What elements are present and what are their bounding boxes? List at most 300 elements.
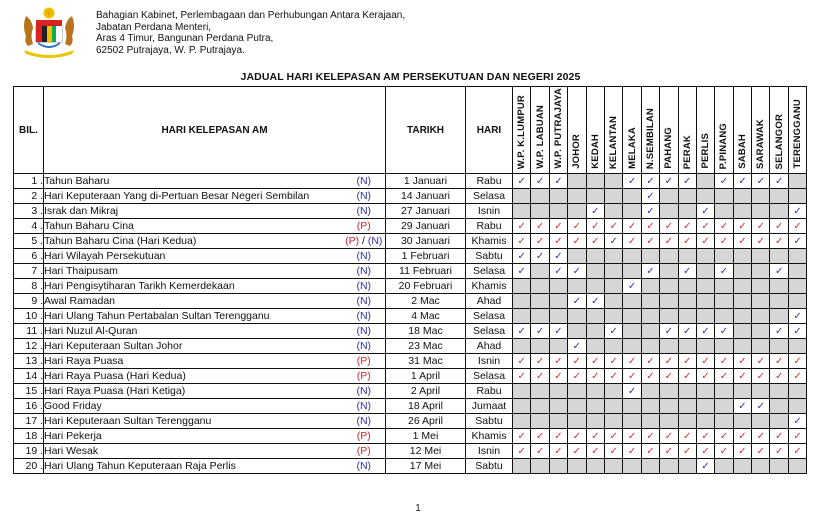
- state-empty-cell: [696, 174, 714, 189]
- check-icon: ✓: [554, 370, 563, 382]
- table-row: [14, 279, 807, 294]
- state-empty-cell: [770, 189, 788, 204]
- check-icon: ✓: [535, 250, 545, 262]
- state-empty-cell: [641, 279, 659, 294]
- header-bil: BIL.: [14, 87, 44, 174]
- state-empty-cell: [531, 414, 549, 429]
- holiday-name: Hari Raya Puasa (Hari Kedua): [44, 369, 343, 384]
- check-icon: ✓: [774, 370, 784, 382]
- state-check-cell: [788, 369, 806, 384]
- check-icon: ✓: [719, 265, 729, 277]
- state-empty-cell: [696, 384, 714, 399]
- state-check-cell: [770, 324, 788, 339]
- check-icon: ✓: [572, 445, 582, 457]
- state-empty-cell: [770, 414, 788, 429]
- type-national: (N): [356, 264, 372, 277]
- state-empty-cell: [696, 309, 714, 324]
- state-check-cell: [696, 234, 714, 249]
- state-empty-cell: [641, 399, 659, 414]
- state-check-cell: [678, 234, 696, 249]
- state-empty-cell: [715, 399, 733, 414]
- check-icon: ✓: [554, 175, 563, 187]
- holiday-type: [343, 174, 386, 189]
- state-empty-cell: [660, 279, 678, 294]
- header-state-label: W.P. K.LUMPUR: [516, 94, 528, 169]
- holiday-date: 14 Januari: [386, 189, 466, 204]
- state-check-cell: [733, 234, 751, 249]
- state-empty-cell: [586, 384, 604, 399]
- type-national: (N): [367, 234, 383, 247]
- state-check-cell: [696, 354, 714, 369]
- check-icon: ✓: [591, 295, 600, 307]
- holiday-day: Khamis: [466, 279, 513, 294]
- state-empty-cell: [733, 204, 751, 219]
- state-check-cell: [604, 444, 622, 459]
- state-empty-cell: [531, 384, 549, 399]
- type-national: (N): [356, 384, 372, 397]
- holiday-date: 30 Januari: [386, 234, 466, 249]
- state-empty-cell: [660, 309, 678, 324]
- state-empty-cell: [513, 204, 531, 219]
- state-empty-cell: [660, 204, 678, 219]
- state-check-cell: [752, 219, 770, 234]
- state-check-cell: [788, 354, 806, 369]
- check-icon: ✓: [535, 355, 545, 367]
- header-state: [660, 87, 678, 174]
- check-icon: ✓: [793, 445, 802, 457]
- holiday-type: [343, 249, 386, 264]
- holiday-day: Sabtu: [466, 249, 513, 264]
- type-federal: (P): [356, 444, 371, 457]
- holiday-date: 31 Mac: [386, 354, 466, 369]
- holiday-date: 4 Mac: [386, 309, 466, 324]
- header-state-label: N.SEMBILAN: [644, 107, 656, 169]
- header-state: [586, 87, 604, 174]
- state-check-cell: [660, 369, 678, 384]
- state-check-cell: [586, 294, 604, 309]
- state-check-cell: [770, 234, 788, 249]
- header-state: [568, 87, 586, 174]
- state-empty-cell: [549, 384, 567, 399]
- state-empty-cell: [604, 264, 622, 279]
- state-check-cell: [549, 174, 567, 189]
- state-check-cell: [660, 354, 678, 369]
- check-icon: ✓: [683, 220, 692, 232]
- state-check-cell: [513, 324, 531, 339]
- holiday-name: Tahun Baharu Cina (Hari Kedua): [44, 234, 343, 249]
- row-number: 10 .: [14, 309, 44, 324]
- state-empty-cell: [549, 279, 567, 294]
- state-empty-cell: [678, 204, 696, 219]
- state-empty-cell: [788, 399, 806, 414]
- state-check-cell: [696, 219, 714, 234]
- state-empty-cell: [641, 384, 659, 399]
- state-empty-cell: [604, 414, 622, 429]
- type-national: (N): [356, 189, 372, 202]
- state-empty-cell: [660, 294, 678, 309]
- state-check-cell: [733, 399, 751, 414]
- check-icon: ✓: [535, 430, 545, 442]
- table-row: [14, 399, 807, 414]
- state-empty-cell: [678, 279, 696, 294]
- state-check-cell: [696, 369, 714, 384]
- table-body: [14, 174, 807, 474]
- state-check-cell: [715, 219, 733, 234]
- check-icon: ✓: [609, 325, 618, 337]
- state-empty-cell: [531, 279, 549, 294]
- table-row: [14, 459, 807, 474]
- check-icon: ✓: [517, 175, 526, 187]
- state-empty-cell: [770, 384, 788, 399]
- check-icon: ✓: [535, 235, 545, 247]
- holiday-name: Awal Ramadan: [44, 294, 343, 309]
- state-check-cell: [678, 324, 696, 339]
- holiday-day: Selasa: [466, 324, 513, 339]
- state-check-cell: [531, 354, 549, 369]
- check-icon: ✓: [627, 220, 637, 232]
- row-number: 14 .: [14, 369, 44, 384]
- check-icon: ✓: [664, 220, 674, 232]
- holiday-date: 2 April: [386, 384, 466, 399]
- state-empty-cell: [660, 189, 678, 204]
- state-empty-cell: [678, 384, 696, 399]
- state-check-cell: [623, 219, 641, 234]
- table-row: [14, 294, 807, 309]
- type-national: (N): [356, 399, 372, 412]
- check-icon: ✓: [517, 355, 526, 367]
- state-empty-cell: [531, 309, 549, 324]
- state-empty-cell: [604, 249, 622, 264]
- check-icon: ✓: [627, 235, 637, 247]
- row-number: 9 .: [14, 294, 44, 309]
- state-check-cell: [568, 219, 586, 234]
- state-empty-cell: [715, 309, 733, 324]
- header-state-label: PAHANG: [663, 127, 675, 169]
- row-number: 15 .: [14, 384, 44, 399]
- holiday-day: Ahad: [466, 339, 513, 354]
- state-empty-cell: [752, 384, 770, 399]
- state-check-cell: [586, 204, 604, 219]
- state-empty-cell: [623, 204, 641, 219]
- page-number: 1: [415, 503, 421, 514]
- state-check-cell: [752, 369, 770, 384]
- check-icon: ✓: [701, 205, 710, 217]
- state-empty-cell: [604, 384, 622, 399]
- state-check-cell: [770, 429, 788, 444]
- state-check-cell: [770, 354, 788, 369]
- state-check-cell: [604, 369, 622, 384]
- check-icon: ✓: [756, 355, 765, 367]
- check-icon: ✓: [646, 175, 655, 187]
- holiday-day: Rabu: [466, 384, 513, 399]
- check-icon: ✓: [774, 175, 784, 187]
- holiday-table: [13, 86, 807, 474]
- type-national: (N): [356, 249, 372, 262]
- holiday-name: Tahun Baharu Cina: [44, 219, 343, 234]
- header-state: [604, 87, 622, 174]
- check-icon: ✓: [719, 445, 729, 457]
- state-empty-cell: [549, 204, 567, 219]
- state-check-cell: [770, 219, 788, 234]
- check-icon: ✓: [701, 325, 710, 337]
- state-empty-cell: [752, 204, 770, 219]
- holiday-day: Isnin: [466, 444, 513, 459]
- check-icon: ✓: [517, 430, 526, 442]
- holiday-date: 1 April: [386, 369, 466, 384]
- row-number: 7 .: [14, 264, 44, 279]
- state-check-cell: [549, 264, 567, 279]
- check-icon: ✓: [719, 235, 729, 247]
- check-icon: ✓: [627, 430, 637, 442]
- state-check-cell: [513, 249, 531, 264]
- row-number: 3 .: [14, 204, 44, 219]
- state-check-cell: [752, 399, 770, 414]
- table-row: [14, 204, 807, 219]
- holiday-date: 27 Januari: [386, 204, 466, 219]
- state-check-cell: [513, 429, 531, 444]
- type-separator: /: [359, 234, 368, 247]
- state-check-cell: [788, 309, 806, 324]
- state-check-cell: [715, 369, 733, 384]
- state-check-cell: [660, 234, 678, 249]
- check-icon: ✓: [609, 445, 618, 457]
- state-empty-cell: [696, 399, 714, 414]
- state-empty-cell: [770, 309, 788, 324]
- holiday-type: [343, 294, 386, 309]
- check-icon: ✓: [756, 175, 765, 187]
- check-icon: ✓: [572, 340, 582, 352]
- header-state: [641, 87, 659, 174]
- holiday-day: Rabu: [466, 174, 513, 189]
- state-check-cell: [715, 234, 733, 249]
- document-title: [0, 71, 821, 83]
- state-empty-cell: [696, 414, 714, 429]
- check-icon: ✓: [793, 430, 802, 442]
- state-empty-cell: [604, 294, 622, 309]
- state-check-cell: [660, 444, 678, 459]
- check-icon: ✓: [774, 220, 784, 232]
- type-federal: (P): [356, 429, 371, 442]
- check-icon: ✓: [627, 280, 637, 292]
- check-icon: ✓: [774, 265, 784, 277]
- header-state-label: SABAH: [736, 134, 748, 169]
- state-empty-cell: [568, 204, 586, 219]
- state-empty-cell: [788, 384, 806, 399]
- state-empty-cell: [788, 339, 806, 354]
- check-icon: ✓: [701, 235, 710, 247]
- check-icon: ✓: [572, 295, 582, 307]
- holiday-name: Hari Keputeraan Yang di-Pertuan Besar Negeri Sembilan: [44, 189, 343, 204]
- check-icon: ✓: [701, 445, 710, 457]
- check-icon: ✓: [591, 445, 600, 457]
- header-state-label: PERLIS: [700, 133, 712, 169]
- row-number: 20 .: [14, 459, 44, 474]
- address-line: Jabatan Perdana Menteri,: [96, 21, 212, 33]
- state-check-cell: [531, 444, 549, 459]
- state-empty-cell: [660, 384, 678, 399]
- state-empty-cell: [513, 384, 531, 399]
- state-empty-cell: [660, 264, 678, 279]
- state-check-cell: [604, 354, 622, 369]
- holiday-name: Israk dan Mikraj: [44, 204, 343, 219]
- state-empty-cell: [715, 339, 733, 354]
- check-icon: ✓: [738, 355, 747, 367]
- state-check-cell: [733, 444, 751, 459]
- address-line: Aras 4 Timur, Bangunan Perdana Putra,: [96, 33, 274, 44]
- check-icon: ✓: [664, 325, 674, 337]
- state-empty-cell: [623, 324, 641, 339]
- state-empty-cell: [623, 309, 641, 324]
- holiday-date: 18 Mac: [386, 324, 466, 339]
- state-empty-cell: [568, 174, 586, 189]
- state-check-cell: [678, 429, 696, 444]
- check-icon: ✓: [535, 445, 545, 457]
- state-empty-cell: [660, 399, 678, 414]
- header-day: HARI: [466, 87, 513, 174]
- check-icon: ✓: [793, 370, 802, 382]
- state-empty-cell: [549, 399, 567, 414]
- holiday-name: Hari Nuzul Al-Quran: [44, 324, 343, 339]
- check-icon: ✓: [664, 355, 674, 367]
- state-check-cell: [641, 354, 659, 369]
- check-icon: ✓: [517, 250, 526, 262]
- check-icon: ✓: [701, 460, 710, 472]
- holiday-type: [343, 459, 386, 474]
- state-empty-cell: [733, 414, 751, 429]
- holiday-name: Hari Pengisytiharan Tarikh Kemerdekaan: [44, 279, 343, 294]
- check-icon: ✓: [572, 235, 582, 247]
- state-empty-cell: [788, 459, 806, 474]
- state-check-cell: [696, 429, 714, 444]
- state-empty-cell: [641, 459, 659, 474]
- holiday-name: Hari Raya Puasa: [44, 354, 343, 369]
- holiday-day: Ahad: [466, 294, 513, 309]
- row-number: 13 .: [14, 354, 44, 369]
- holiday-type: [343, 324, 386, 339]
- state-empty-cell: [770, 459, 788, 474]
- row-number: 17 .: [14, 414, 44, 429]
- state-empty-cell: [770, 339, 788, 354]
- check-icon: ✓: [554, 445, 563, 457]
- state-empty-cell: [696, 339, 714, 354]
- state-check-cell: [513, 174, 531, 189]
- header-state-label: SARAWAK: [755, 119, 767, 169]
- state-check-cell: [678, 354, 696, 369]
- state-empty-cell: [586, 174, 604, 189]
- holiday-name: Hari Wesak: [44, 444, 343, 459]
- table-row: [14, 219, 807, 234]
- state-check-cell: [733, 354, 751, 369]
- state-check-cell: [696, 444, 714, 459]
- state-empty-cell: [788, 264, 806, 279]
- check-icon: ✓: [535, 175, 545, 187]
- check-icon: ✓: [646, 190, 655, 202]
- header-date: TARIKH: [386, 87, 466, 174]
- state-empty-cell: [604, 339, 622, 354]
- state-check-cell: [641, 369, 659, 384]
- check-icon: ✓: [664, 370, 674, 382]
- state-check-cell: [641, 204, 659, 219]
- header-state-label: PERAK: [681, 134, 693, 169]
- holiday-name: Hari Ulang Tahun Pertabalan Sultan Terengganu: [44, 309, 343, 324]
- type-national: (N): [356, 294, 372, 307]
- check-icon: ✓: [719, 370, 729, 382]
- state-check-cell: [696, 204, 714, 219]
- check-icon: ✓: [646, 220, 655, 232]
- state-empty-cell: [531, 339, 549, 354]
- check-icon: ✓: [664, 235, 674, 247]
- check-icon: ✓: [517, 265, 526, 277]
- check-icon: ✓: [701, 370, 710, 382]
- state-empty-cell: [586, 249, 604, 264]
- table-row: [14, 444, 807, 459]
- state-empty-cell: [696, 264, 714, 279]
- header-state: [678, 87, 696, 174]
- state-empty-cell: [752, 189, 770, 204]
- state-check-cell: [752, 174, 770, 189]
- state-check-cell: [513, 444, 531, 459]
- state-check-cell: [678, 219, 696, 234]
- state-check-cell: [586, 369, 604, 384]
- state-empty-cell: [513, 399, 531, 414]
- check-icon: ✓: [738, 370, 747, 382]
- check-icon: ✓: [664, 175, 674, 187]
- state-empty-cell: [788, 189, 806, 204]
- state-empty-cell: [641, 249, 659, 264]
- holiday-date: 1 Januari: [386, 174, 466, 189]
- state-empty-cell: [733, 459, 751, 474]
- check-icon: ✓: [554, 220, 563, 232]
- table-header-row: [14, 87, 807, 174]
- state-empty-cell: [733, 279, 751, 294]
- table-row: [14, 324, 807, 339]
- state-empty-cell: [752, 264, 770, 279]
- holiday-type: [343, 399, 386, 414]
- state-empty-cell: [770, 204, 788, 219]
- check-icon: ✓: [793, 205, 802, 217]
- check-icon: ✓: [572, 370, 582, 382]
- state-check-cell: [715, 174, 733, 189]
- check-icon: ✓: [738, 430, 747, 442]
- address-line: 62502 Putrajaya, W. P. Putrajaya.: [96, 44, 245, 56]
- state-check-cell: [696, 459, 714, 474]
- check-icon: ✓: [701, 355, 710, 367]
- state-check-cell: [752, 429, 770, 444]
- state-empty-cell: [678, 309, 696, 324]
- state-check-cell: [770, 369, 788, 384]
- type-federal: (P): [345, 234, 360, 247]
- check-icon: ✓: [756, 235, 765, 247]
- check-icon: ✓: [683, 175, 692, 187]
- header-state: [531, 87, 549, 174]
- state-empty-cell: [660, 249, 678, 264]
- state-empty-cell: [660, 339, 678, 354]
- state-check-cell: [788, 429, 806, 444]
- header-state: [696, 87, 714, 174]
- state-empty-cell: [788, 249, 806, 264]
- check-icon: ✓: [591, 430, 600, 442]
- state-check-cell: [568, 294, 586, 309]
- check-icon: ✓: [793, 310, 802, 322]
- check-icon: ✓: [738, 235, 747, 247]
- check-icon: ✓: [591, 205, 600, 217]
- header-state-label: W.P. LABUAN: [534, 105, 546, 169]
- state-check-cell: [531, 219, 549, 234]
- state-check-cell: [586, 429, 604, 444]
- state-check-cell: [513, 369, 531, 384]
- state-check-cell: [696, 324, 714, 339]
- table-row: [14, 414, 807, 429]
